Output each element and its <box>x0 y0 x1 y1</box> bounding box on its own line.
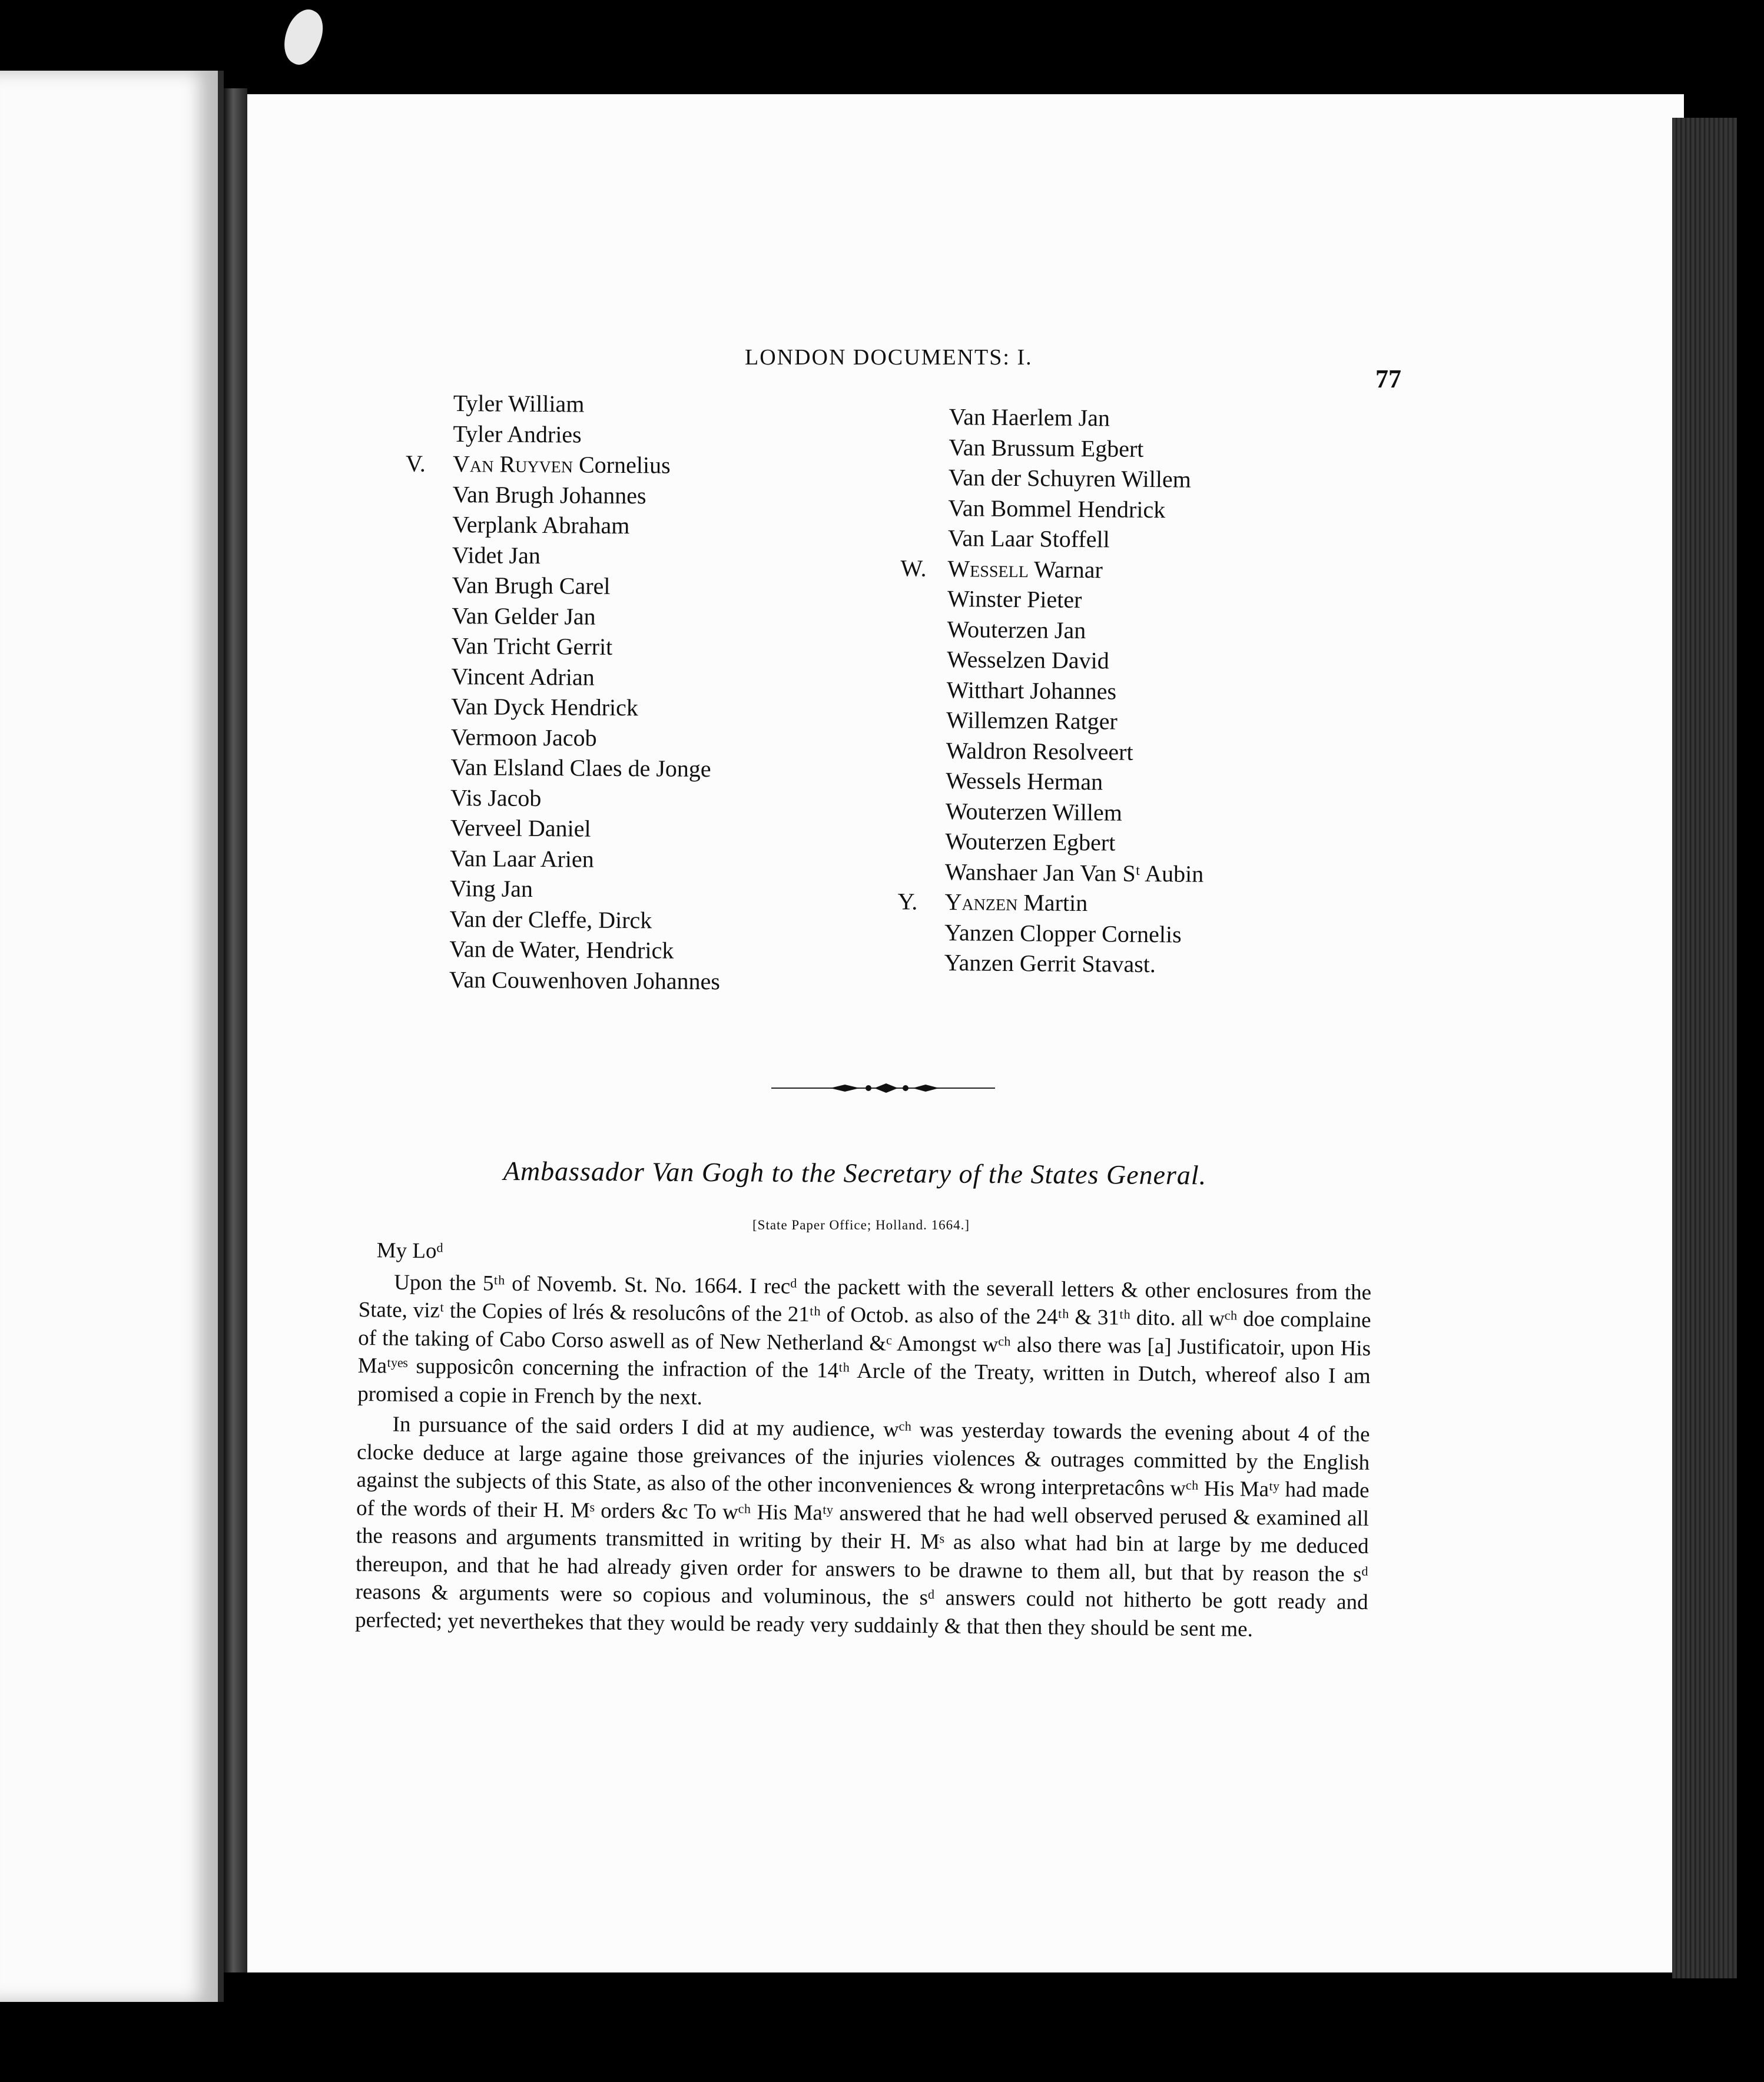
name-text: Martin <box>1023 889 1088 917</box>
name-entry <box>451 691 722 724</box>
alphabet-letter: Y. <box>897 888 918 915</box>
name-text: Waldron Resolveert <box>946 737 1133 765</box>
name-entry <box>450 752 721 784</box>
scan-speck <box>276 4 331 69</box>
section-ornament <box>771 1076 995 1100</box>
name-entry <box>452 539 723 572</box>
name-text: Tyler William <box>453 389 585 417</box>
name-entry <box>453 418 724 450</box>
name-text: Van Brugh Carel <box>452 571 611 599</box>
name-text: Yanzen Clopper Cornelis <box>944 919 1182 947</box>
name-text: Videt Jan <box>452 541 541 569</box>
running-head: LONDON DOCUMENTS: I. <box>745 345 1033 370</box>
name-entry <box>449 964 720 996</box>
name-text: Vis Jacob <box>450 784 542 811</box>
name-text: Wouterzen Willem <box>945 797 1123 826</box>
name-text: Van Dyck Hendrick <box>451 692 639 721</box>
name-entry <box>453 479 724 511</box>
name-text: Van Elsland Claes de Jonge <box>450 753 711 783</box>
name-text: Van der Schuyren Willem <box>948 463 1192 493</box>
name-text: Wesselzen David <box>946 645 1109 674</box>
name-entry <box>450 903 721 936</box>
name-text: Winster Pieter <box>947 585 1082 613</box>
page-number: 77 <box>1375 364 1401 393</box>
name-text: Vincent Adrian <box>451 662 595 691</box>
name-entry <box>948 492 1207 525</box>
name-entry <box>945 826 1204 858</box>
name-entry <box>452 600 722 632</box>
name-text: Wouterzen Jan <box>947 615 1086 644</box>
name-text: Yanzen Gerrit Stavast. <box>944 949 1156 978</box>
name-text: Ving Jan <box>449 874 533 902</box>
name-text: Van Laar Arien <box>450 844 594 873</box>
name-text: Cornelius <box>578 451 671 479</box>
name-entry <box>452 631 722 663</box>
name-entry <box>450 782 721 814</box>
document-source: [State Paper Office; Holland. 1664.] <box>752 1218 970 1232</box>
name-text: Wanshaer Jan Van Sᵗ Aubin <box>944 858 1204 887</box>
names-list-left <box>405 388 724 996</box>
name-entry <box>452 509 723 542</box>
name-entry <box>405 449 724 481</box>
name-text: Wessels Herman <box>946 767 1103 795</box>
name-text: Van de Water, Hendrick <box>449 935 674 964</box>
name-entry <box>946 795 1205 828</box>
name-entry <box>946 765 1205 798</box>
name-text: Van der Cleffe, Dirck <box>449 905 652 933</box>
name-entry <box>449 934 720 966</box>
name-entry <box>946 735 1205 767</box>
name-text: Verplank Abraham <box>452 510 630 539</box>
salutation: My Loᵈ <box>376 1238 444 1264</box>
name-text: Vermoon Jacob <box>450 723 597 751</box>
document-title: Ambassador Van Gogh to the Secretary of the States General. <box>503 1156 1207 1191</box>
name-entry <box>450 873 721 906</box>
book-page <box>247 94 1684 1972</box>
name-entry <box>453 388 724 420</box>
name-surname: Yanzen <box>944 888 1018 916</box>
name-surname: Wessell <box>947 555 1029 582</box>
page-edges <box>1672 118 1737 1978</box>
name-entry <box>945 856 1204 889</box>
name-entry <box>947 584 1206 616</box>
name-entry <box>949 432 1208 464</box>
name-text: Van Brugh Johannes <box>452 480 646 509</box>
name-text: Wouterzen Egbert <box>945 827 1116 856</box>
name-text: Van Laar Stoffell <box>947 524 1110 553</box>
letter-paragraph: In pursuance of the said orders I did at my audience, wᶜʰ was yesterday towards the evening about 4 of the clocke deduce at large againe those greivances of the injuries violences & outrages committed by the English against the subjects of this State, as also of the other inconveniences & wrong interpretacôns wᶜʰ His Maᵗʸ had made of the words of their H. Mˢ orders &c To wᶜʰ His Maᵗʸ answered that he had well observed perused & examined all the reasons and arguments transmitted in writing by their H. Mˢ as also what had bin at large by me deduced thereupon, and that he had already given order for answers to be drawne to them all, but that by reason the sᵈ reasons & arguments were so copious and voluminous, the sᵈ answers could not hitherto be gott ready and perfected; yet neverthekes that they would be ready very suddainly & that then they should be sent me. <box>354 1412 1370 1642</box>
name-entry <box>946 705 1205 737</box>
name-text: Van Bommel Hendrick <box>948 494 1166 523</box>
name-entry <box>947 674 1206 707</box>
names-list-right <box>897 402 1208 980</box>
name-text: Warnar <box>1033 555 1103 583</box>
name-surname: Van Ruyven <box>452 450 573 478</box>
name-entry <box>900 553 1206 585</box>
name-text: Tyler Andries <box>453 420 582 448</box>
name-entry <box>947 614 1206 646</box>
name-text: Verveel Daniel <box>450 814 591 842</box>
name-entry <box>451 661 722 693</box>
name-text: Van Brussum Egbert <box>949 433 1144 462</box>
name-entry <box>949 462 1208 495</box>
name-text: Van Tricht Gerrit <box>451 632 613 660</box>
letter-body <box>355 1236 1372 1645</box>
name-entry <box>452 570 722 602</box>
name-text: Witthart Johannes <box>946 676 1117 704</box>
name-text: Van Couwenhoven Johannes <box>449 966 721 994</box>
name-entry <box>897 887 1203 919</box>
facing-page <box>0 71 224 2002</box>
name-text: Van Haerlem Jan <box>949 403 1110 432</box>
name-entry <box>944 917 1203 949</box>
alphabet-letter: W. <box>900 554 927 582</box>
letter-paragraph: Upon the 5ᵗʰ of Novemb. St. No. 1664. I recᵈ the packett with the severall letters & other enclosures from the State, vizᵗ the Copies of lrés & resolucôns of the 21ᵗʰ of Octob. as also of the 24ᵗʰ & 31ᵗʰ dito. all wᶜʰ doe complaine of the taking of Cabo Corso aswell as of New Netherland &ᶜ Amongst wᶜʰ also there was [a] Justificatoir, upon His Maᵗʸᵉˢ supposicôn concerning the infraction of the 14ᵗʰ Arcle of the Treaty, written in Dutch, whereof also I am promised a copie in French by the next. <box>357 1270 1372 1410</box>
name-entry <box>947 644 1206 677</box>
book-gutter <box>224 88 247 1972</box>
name-entry <box>451 721 722 754</box>
name-entry <box>450 813 721 845</box>
name-entry <box>450 843 721 875</box>
name-text: Van Gelder Jan <box>452 602 596 630</box>
name-text: Willemzen Ratger <box>946 706 1118 735</box>
name-entry <box>949 402 1208 434</box>
alphabet-letter: V. <box>405 450 426 477</box>
name-entry <box>944 947 1203 980</box>
name-entry <box>948 523 1207 555</box>
